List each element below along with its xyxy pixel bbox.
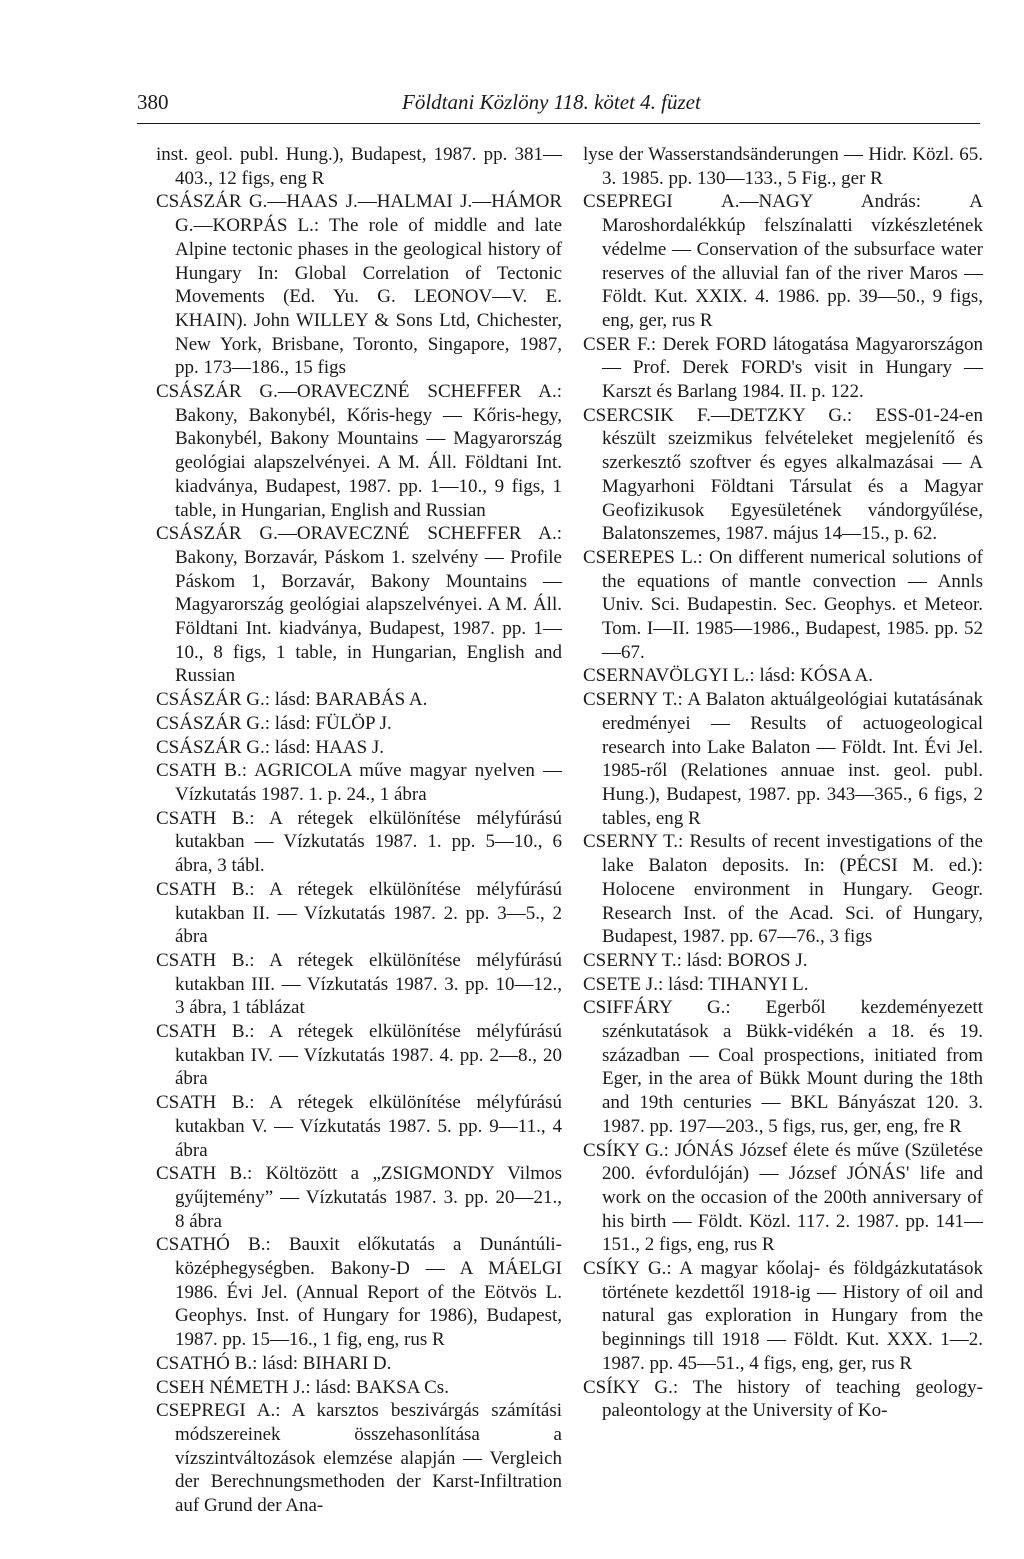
bibliography-entry: CSATH B.: A rétegek elkülönítése mélyfúrású kutakban IV. — Vízkutatás 1987. 4. pp. 2—8., 20 ábra — [156, 1021, 562, 1090]
bibliography-entry: CSÁSZÁR G.—ORAVECZNÉ SCHEFFER A.: Bakony, Bakonybél, Kőris-hegy — Kőris-hegy, Bakonybél, Bakony Mountains — Magyarország geológiai alapszelvényei. A M. Áll. Földtani Int. kiadványa, Budapest, 1987. pp. 1—10., 9 figs, 1 table, in Hungarian, English and Russian — [156, 381, 562, 521]
bibliography-entry: CSÁSZÁR G.: lásd: BARABÁS A. — [156, 689, 428, 711]
bibliography-entry: CSERNY T.: lásd: BOROS J. — [583, 949, 808, 971]
bibliography-entry: CSATHÓ B.: Bauxit előkutatás a Dunántúli-középhegységben. Bakony-D — A MÁELGI 1986. Évi Jel. (Annual Report of the Eötvös L. Geophys. Inst. of Hungary for 1986), Budapest, 1987. pp. 15—16., 1 fig, eng, rus R — [156, 1234, 562, 1351]
bibliography-entry: CSATH B.: AGRICOLA műve magyar nyelven — Vízkutatás 1987. 1. p. 24., 1 ábra — [156, 760, 562, 805]
bibliography-entry: CSÍKY G.: JÓNÁS József élete és műve (Születése 200. évfordulóján) — József JÓNÁS' life and work on the occasion of the 200th anniversary of his birth — Földt. Közl. 117. 2. 1987. pp. 141—151., 2 figs, eng, rus R — [583, 1139, 983, 1256]
bibliography-entry: CSEH NÉMETH J.: lásd: BAKSA Cs. — [156, 1376, 449, 1398]
bibliography-entry: CSATH B.: A rétegek elkülönítése mélyfúrású kutakban III. — Vízkutatás 1987. 3. pp. 10—12., 3 ábra, 1 táblázat — [156, 949, 562, 1019]
bibliography-entry: CSATH B.: A rétegek elkülönítése mélyfúrású kutakban II. — Vízkutatás 1987. 2. pp. 3—5., 2 ábra — [156, 878, 562, 948]
right-column — [583, 143, 983, 1423]
bibliography-entry: CSEPREGI A.: A karsztos beszivárgás számítási módszereinek összehasonlítása a vízszintváltozások elemzése alapján — Vergleich der Berechnungsmethoden der Karst-Infiltration auf Grund der Ana- — [156, 1400, 562, 1517]
bibliography-entry: lyse der Wasserstandsänderungen — Hidr. Közl. 65. 3. 1985. pp. 130—133., 5 Fig., ger R — [583, 144, 983, 189]
bibliography-entry: CSATH B.: Költözött a „ZSIGMONDY Vilmos gyűjtemény” — Vízkutatás 1987. 3. pp. 20—21., 8 ábra — [156, 1163, 562, 1232]
bibliography-entry: CSER F.: Derek FORD látogatása Magyarországon — Prof. Derek FORD's visit in Hungary — Karszt és Barlang 1984. II. p. 122. — [583, 333, 983, 403]
bibliography-entry: CSERNAVÖLGYI L.: lásd: KÓSA A. — [583, 665, 873, 687]
bibliography-entry: CSÁSZÁR G.—HAAS J.—HALMAI J.—HÁMOR G.—KORPÁS L.: The role of middle and late Alpine tectonic phases in the geological history of Hungary In: Global Correlation of Tectonic Movements (Ed. Yu. G. LEONOV—V. E. KHAIN). John WILLEY & Sons Ltd, Chichester, New York, Brisbane, Toronto, Singapore, 1987, pp. 173—186., 15 figs — [156, 191, 562, 379]
running-title: Földtani Közlöny 118. kötet 4. füzet — [402, 90, 701, 114]
header-rule — [137, 123, 980, 124]
bibliography-entry: CSERNY T.: Results of recent investigations of the lake Balaton deposits. In: (PÉCSI M. ed.): Holocene environment in Hungary. Geogr. Research Inst. of the Acad. Sci. of Hungary, Budapest, 1987. pp. 67—76., 3 figs — [583, 831, 983, 948]
bibliography-entry: CSÍKY G.: A magyar kőolaj- és földgázkutatások története kezdettől 1918-ig — History of oil and natural gas exploration in Hungary from the beginnings till 1918 — Földt. Kut. XXX. 1—2. 1987. pp. 45—51., 4 figs, eng, ger, rus R — [583, 1258, 983, 1374]
bibliography-entry: CSEREPES L.: On different numerical solutions of the equations of mantle convection — Annls Univ. Sci. Budapestin. Sec. Geophys. et Meteor. Tom. I—II. 1985—1986., Budapest, 1985. pp. 52—67. — [583, 546, 983, 663]
bibliography-entry: CSATHÓ B.: lásd: BIHARI D. — [156, 1352, 392, 1374]
left-column — [156, 143, 562, 1518]
bibliography-entry: CSÍKY G.: The history of teaching geology-paleontology at the University of Ko- — [583, 1376, 983, 1422]
bibliography-entry: inst. geol. publ. Hung.), Budapest, 1987. pp. 381—403., 12 figs, eng R — [156, 144, 562, 189]
bibliography-entry: CSIFFÁRY G.: Egerből kezdeményezett szénkutatások a Bükk-vidékén a 18. és 19. században — Coal prospections, initiated from Eger, in the area of Bükk Mount during the 18th and 19th centuries — BKL Bányászat 120. 3. 1987. pp. 197—203., 5 figs, rus, ger, eng, fre R — [583, 997, 983, 1137]
bibliography-entry: CSERNY T.: A Balaton aktuálgeológiai kutatásának eredményei — Results of actuogeological research into Lake Balaton — Földt. Int. Évi Jel. 1985-ről (Relationes annuae inst. geol. publ. Hung.), Budapest, 1987. pp. 343—365., 6 figs, 2 tables, eng R — [583, 689, 983, 829]
bibliography-entry: CSEPREGI A.—NAGY András: A Maroshordalékkúp felszínalatti vízkészletének védelme — Conservation of the subsurface water reserves of the alluvial fan of the river Maros — Földt. Kut. XXIX. 4. 1986. pp. 39—50., 9 figs, eng, ger, rus R — [583, 191, 983, 331]
bibliography-entry: CSERCSIK F.—DETZKY G.: ESS-01-24-en készült szeizmikus felvételeket megjelenítő és szerkesztő szoftver és egyes alkalmazásai — A Magyarhoni Földtani Társulat és a Magyar Geofizikusok Egyesületének vándorgyűlése, Balatonszemes, 1987. május 14—15., p. 62. — [583, 404, 983, 545]
bibliography-entry: CSÁSZÁR G.: lásd: HAAS J. — [156, 736, 385, 758]
bibliography-entry: CSETE J.: lásd: TIHANYI L. — [583, 973, 809, 995]
bibliography-entry: CSÁSZÁR G.: lásd: FÜLÖP J. — [156, 712, 392, 734]
bibliography-entry: CSÁSZÁR G.—ORAVECZNÉ SCHEFFER A.: Bakony, Borzavár, Páskom 1. szelvény — Profile Páskom 1, Borzavár, Bakony Mountains — Magyarország geológiai alapszelvényei. A M. Áll. Földtani Int. kiadványa, Budapest, 1987. pp. 1—10., 8 figs, 1 table, in Hungarian, English and Russian — [156, 523, 562, 687]
page-number: 380 — [137, 90, 169, 114]
page-header — [137, 90, 980, 120]
bibliography-entry: CSATH B.: A rétegek elkülönítése mélyfúrású kutakban V. — Vízkutatás 1987. 5. pp. 9—11., 4 ábra — [156, 1092, 562, 1161]
bibliography-entry: CSATH B.: A rétegek elkülönítése mélyfúrású kutakban — Vízkutatás 1987. 1. pp. 5—10., 6 ábra, 3 tábl. — [156, 807, 562, 877]
